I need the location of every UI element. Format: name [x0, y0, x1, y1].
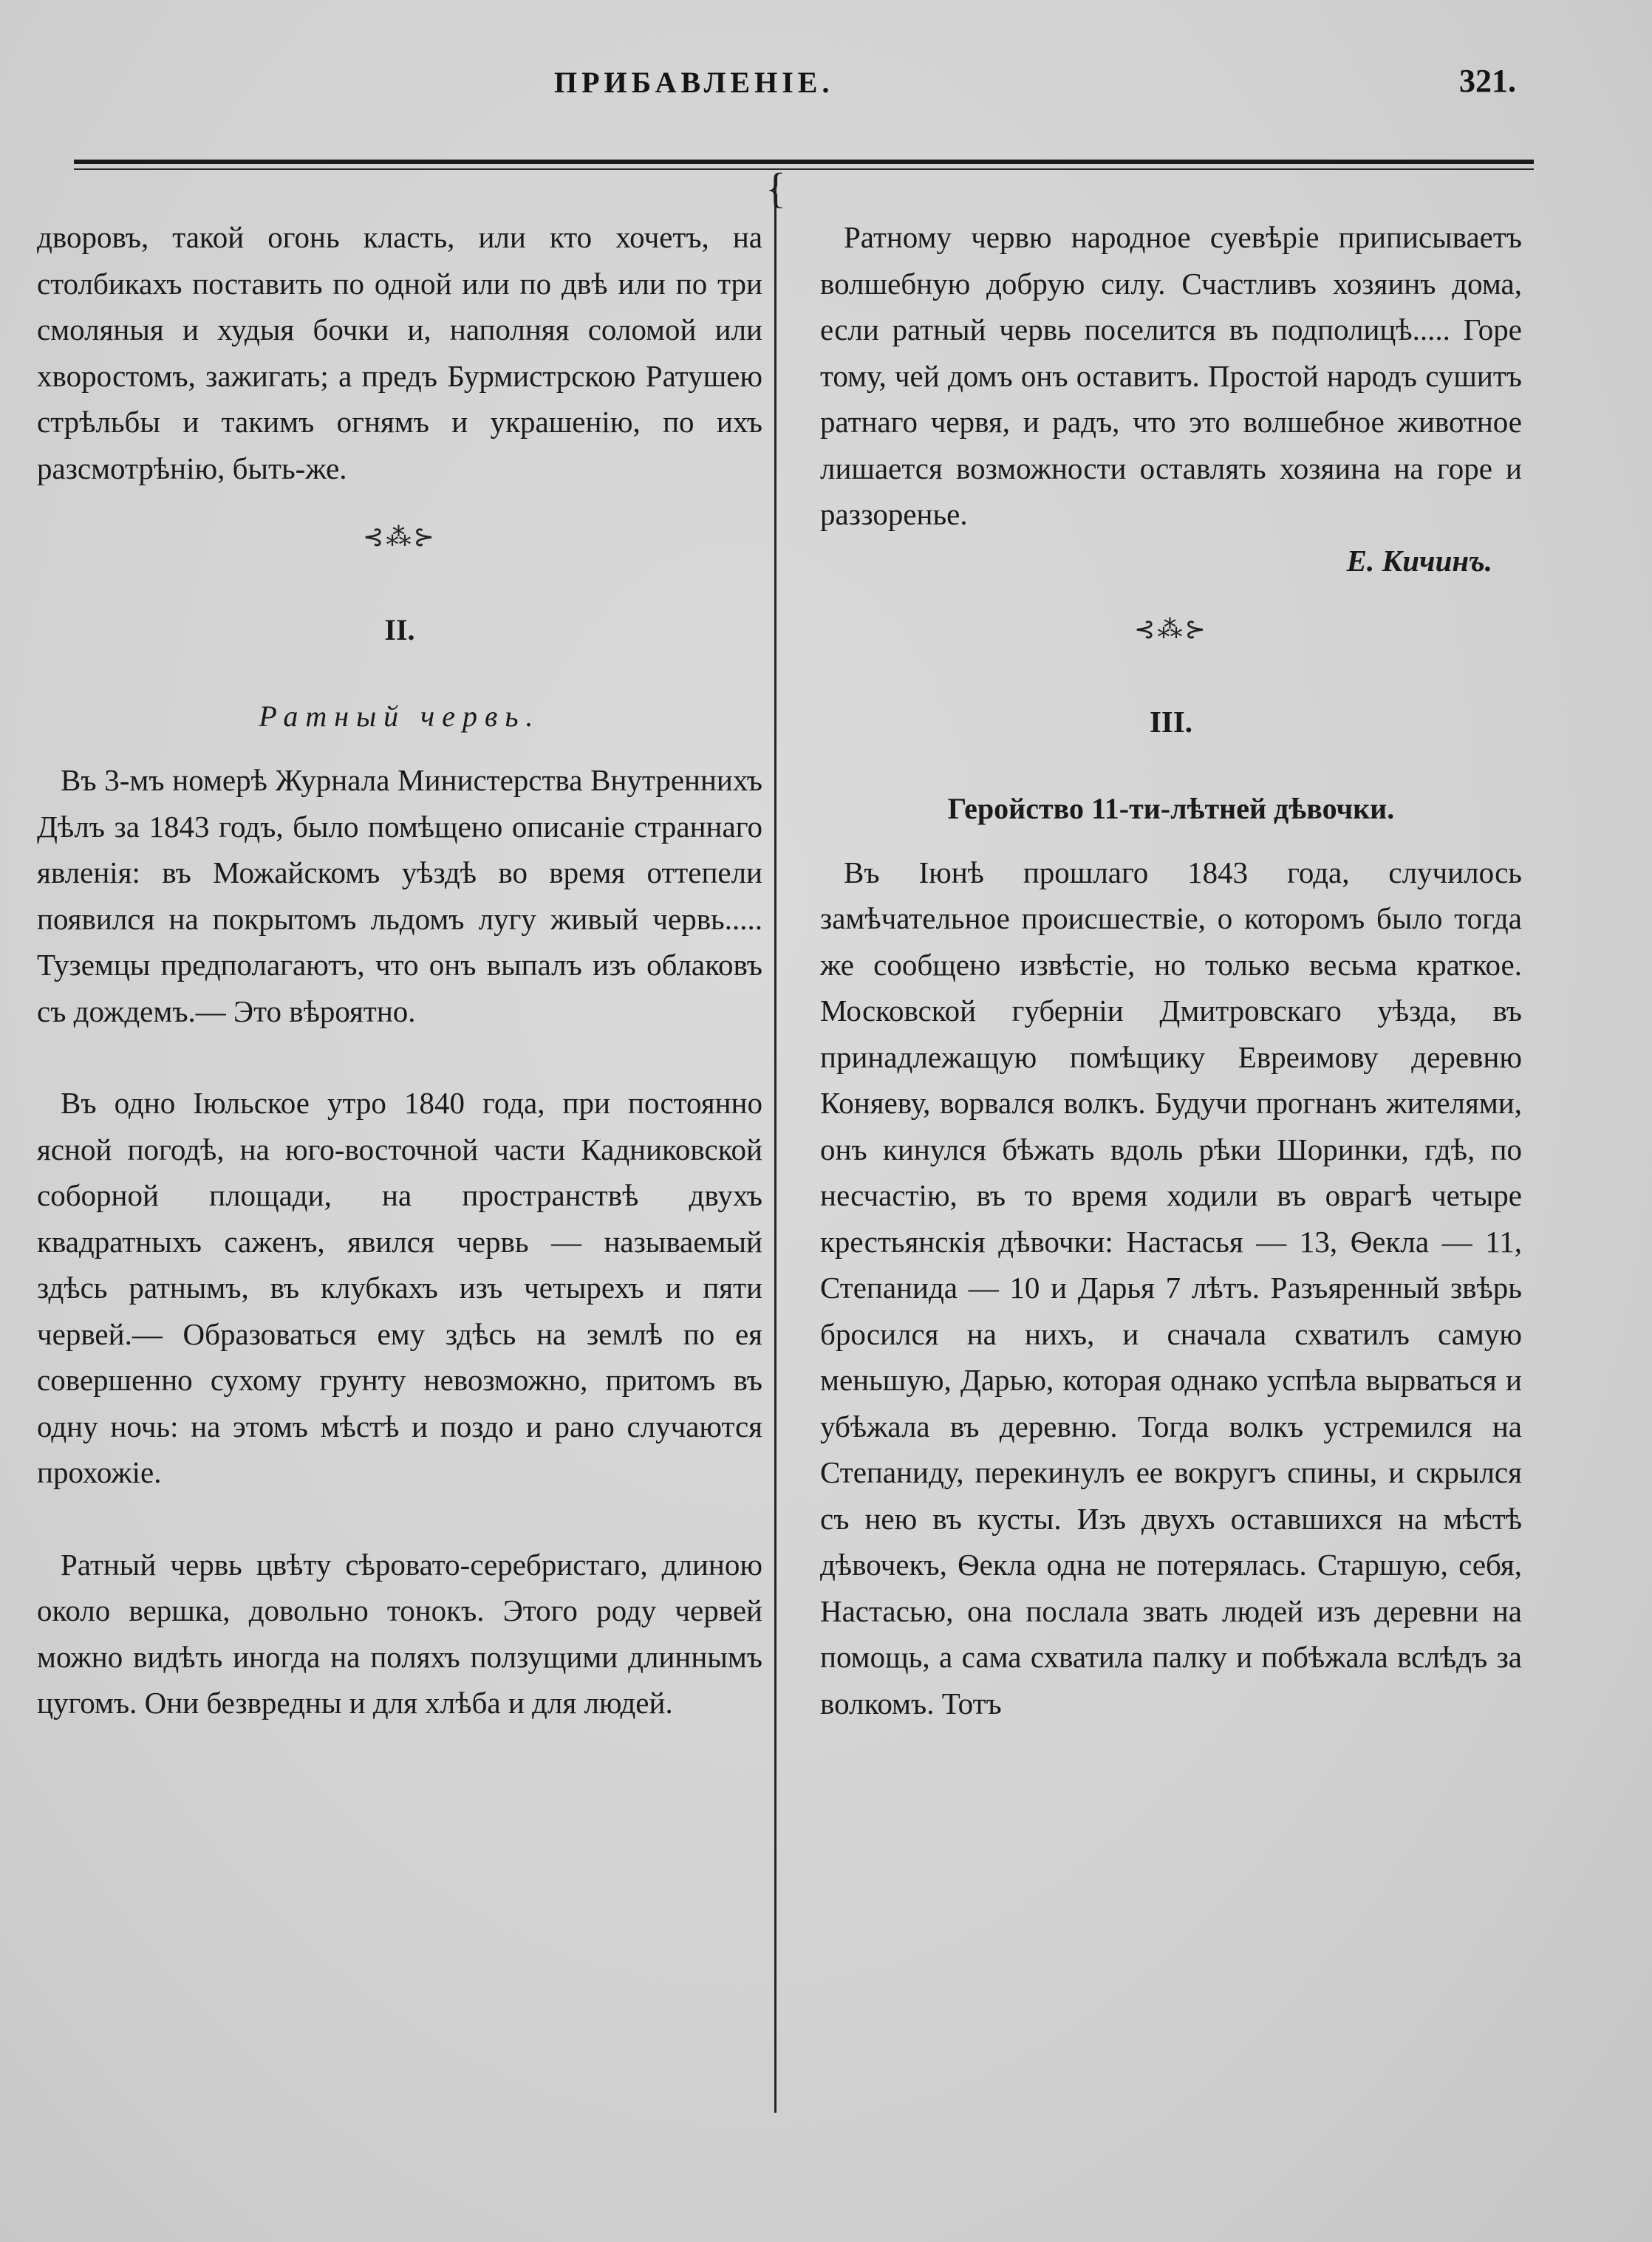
author-signature: Е. Кичинъ. [1346, 543, 1492, 578]
section-ornament: ⊰⁂⊱ [1134, 615, 1208, 643]
column-divider [774, 177, 776, 2113]
header-rule-thin [74, 168, 1534, 170]
header-rule-thick [74, 160, 1534, 164]
right-paragraph-1: Ратному червю народное суевѣріе приписываетъ волшебную добрую силу. Счастливъ хозяинъ дома, если ратный червь поселится въ подполицѣ..... Горе тому, чей домъ онъ оставитъ. Простой народъ сушитъ ратнаго червя, и радъ, что это волшебное животное лишается возможности оставлять хозяина на горе и раззоренье. [820, 220, 1522, 531]
paragraph-gap [37, 1034, 762, 1080]
left-paragraph-2: Въ 3-мъ номерѣ Журнала Министерства Внутреннихъ Дѣлъ за 1843 годъ, было помѣщено описаніе страннаго явленія: въ Можайскомъ уѣздѣ во время оттепели появился на покрытомъ льдомъ лугу живый червь..... Туземцы предполагаютъ, что онъ выпалъ изъ облаковъ съ дождемъ.— Это вѣроятно. [37, 763, 762, 1028]
page-number: 321. [1459, 63, 1516, 99]
left-paragraph-3: Въ одно Іюльское утро 1840 года, при постоянно ясной погодѣ, на юго-восточной части Кадниковской соборной площади, на пространствѣ двухъ квадратныхъ саженъ, явился червь — называемый здѣсь ратнымъ, въ клубкахъ изъ четырехъ и пяти червей.— Образоваться ему здѣсь на землѣ по ея совершенно сухому грунту невозможно, притомъ въ одну ночь: на этомъ мѣстѣ и поздо и рано случаются прохожіе. [37, 1086, 762, 1489]
left-column [37, 214, 762, 1726]
left-paragraph-4: Ратный червь цвѣту сѣровато-серебристаго, длиною около вершка, довольно тонокъ. Этого роду червей можно видѣть иногда на поляхъ ползущими длиннымъ цугомъ. Они безвредны и для хлѣба и для людей. [37, 1547, 762, 1720]
section-number-iii: III. [1149, 704, 1193, 739]
right-column [820, 214, 1522, 1726]
paragraph-gap [37, 1496, 762, 1542]
section-number-ii: II. [384, 613, 415, 646]
column-divider-brace: { [765, 164, 786, 212]
section-title-ratnyi-cherv: Ратный червь. [259, 700, 541, 733]
running-header-title: ПРИБАВЛЕНІЕ. [554, 66, 834, 99]
left-paragraph-1: дворовъ, такой огонь класть, или кто хочетъ, на столбикахъ поставить по одной или по двѣ или по три смоляныя и худыя бочки и, наполняя соломой или хворостомъ, зажигать; а предъ Бурмистрскою Ратушею стрѣльбы и такимъ огнямъ и украшенію, по ихъ разсмотрѣнію, быть-же. [37, 220, 762, 485]
right-paragraph-2: Въ Іюнѣ прошлаго 1843 года, случилось замѣчательное происшествіе, о которомъ было тогда же сообщено извѣстіе, но только весьма краткое. Московской губерніи Дмитровскаго уѣзда, въ принадлежащую помѣщику Евреимову деревню Коняеву, ворвался волкъ. Будучи прогнанъ жителями, онъ кинулся бѣжать вдоль рѣки Шоринки, гдѣ, по несчастію, въ то время ходили въ оврагѣ четыре крестьянскія дѣвочки: Настасья — 13, Ѳекла — 11, Степанида — 10 и Дарья 7 лѣтъ. Разъяренный звѣрь бросился на нихъ, и сначала схватилъ самую меньшую, Дарью, которая однако успѣла вырваться и убѣжала въ деревню. Тогда волкъ устремился на Степаниду, перекинулъ ее вокругъ спины, и скрылся съ нею въ кусты. Изъ двухъ оставшихся на мѣстѣ дѣвочекъ, Ѳекла одна не потерялась. Старшую, себя, Настасью, она послала звать людей изъ деревни на помощь, а сама схватила палку и побѣжала вслѣдъ за волкомъ. Тотъ [820, 855, 1522, 1720]
section-title-geroistvo: Геройство 11-ти-лѣтней дѣвочки. [947, 791, 1395, 825]
section-ornament: ⊰⁂⊱ [363, 524, 437, 551]
